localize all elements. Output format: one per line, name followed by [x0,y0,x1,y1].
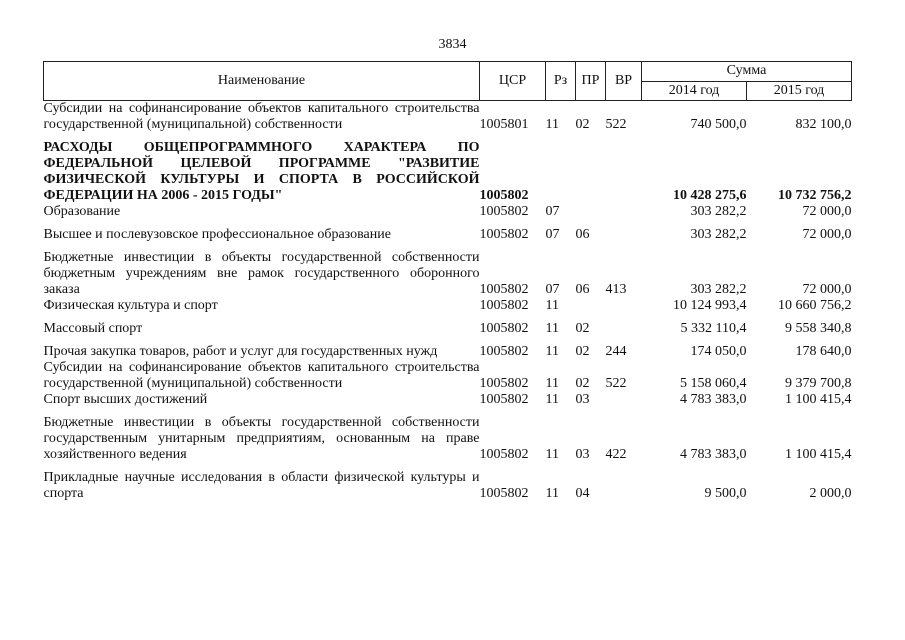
row-csr: 1005802 [479,227,529,242]
row-rz: 11 [545,298,559,313]
table-header [44,62,852,101]
row-pr: 04 [575,486,590,501]
row-csr: 1005802 [479,447,529,462]
row-csr: 1005802 [479,188,529,203]
table-row [44,337,852,360]
row-sum-2015: 9 379 700,8 [785,376,852,391]
table-body [44,101,852,503]
header-year-2015: 2015 год [747,81,852,101]
row-vr: 522 [605,117,627,132]
header-csr: ЦСР [480,62,546,101]
header-name: Наименование [44,62,480,101]
row-sum-2015: 832 100,0 [795,117,852,132]
row-vr: 244 [605,344,627,359]
row-sum-2014: 740 500,0 [690,117,747,132]
row-pr: 02 [575,344,590,359]
row-sum-2014: 4 783 383,0 [680,447,747,462]
row-vr [606,204,642,220]
table-row [44,392,852,408]
row-pr: 06 [575,227,590,242]
row-name: Субсидии на софинансирование объектов капитального строительства государственной (муниципальной) собственности [43,360,480,391]
row-pr [576,204,606,220]
row-sum-2014: 5 332 110,4 [680,321,747,336]
row-pr: 02 [575,321,590,336]
row-sum-2015: 10 660 756,2 [778,298,852,313]
row-csr: 1005802 [479,392,529,407]
row-name: Бюджетные инвестиции в объекты государственной собственности государственным унитарным предприятиям, основанным на праве хозяйственного ведения [43,415,480,462]
header-pr: ПР [576,62,606,101]
row-rz: 11 [545,486,559,501]
row-pr: 02 [575,376,590,391]
row-csr: 1005802 [479,282,529,297]
row-vr [606,392,642,408]
header-sum: Сумма [642,62,852,82]
row-rz [546,133,576,204]
table-row [44,243,852,298]
budget-table [43,61,852,502]
row-rz: 11 [545,117,559,132]
row-vr [606,314,642,337]
row-rz: 07 [545,227,560,242]
row-pr [576,133,606,204]
table-row [44,220,852,243]
row-name: Высшее и послевузовское профессиональное образование [43,227,391,242]
row-sum-2014: 174 050,0 [690,344,747,359]
row-sum-2015: 2 000,0 [809,486,852,501]
row-name: РАСХОДЫ ОБЩЕПРОГРАММНОГО ХАРАКТЕРА ПО ФЕДЕРАЛЬНОЙ ЦЕЛЕВОЙ ПРОГРАММЕ "РАЗВИТИЕ ФИЗИЧЕСКОЙ КУЛЬТУРЫ И СПОРТА В РОССИЙСКОЙ ФЕДЕРАЦИИ НА 2006 - 2015 ГОДЫ" [43,140,480,203]
row-name: Прочая закупка товаров, работ и услуг для государственных нужд [43,344,438,359]
row-sum-2014: 9 500,0 [704,486,747,501]
row-pr: 03 [575,392,590,407]
row-csr: 1005802 [479,376,529,391]
table-row [44,204,852,220]
table-row [44,101,852,134]
page-number: 3834 [438,37,467,52]
header-vr: ВР [606,62,642,101]
row-sum-2015: 9 558 340,8 [785,321,852,336]
row-vr [606,133,642,204]
row-sum-2014: 5 158 060,4 [680,376,747,391]
row-name: Спорт высших достижений [43,392,208,407]
row-name: Субсидии на софинансирование объектов капитального строительства государственной (муниципальной) собственности [43,101,480,132]
row-vr: 522 [605,376,627,391]
header-rz: Рз [546,62,576,101]
row-sum-2015: 1 100 415,4 [785,447,852,462]
row-csr: 1005802 [479,204,529,219]
row-name: Прикладные научные исследования в области физической культуры и спорта [43,470,480,501]
row-rz: 07 [545,204,560,219]
row-name: Образование [43,204,121,219]
row-csr: 1005802 [479,321,529,336]
row-sum-2014: 10 124 993,4 [673,298,747,313]
row-sum-2014: 303 282,2 [690,204,747,219]
table-row [44,298,852,314]
row-sum-2015: 72 000,0 [802,227,852,242]
row-vr: 413 [605,282,627,297]
row-csr: 1005801 [479,117,529,132]
row-pr: 06 [575,282,590,297]
row-sum-2015: 10 732 756,2 [778,188,852,203]
row-name: Массовый спорт [43,321,143,336]
row-rz: 11 [545,447,559,462]
table-row [44,314,852,337]
row-csr: 1005802 [479,344,529,359]
row-vr [606,298,642,314]
row-vr [606,463,642,502]
row-rz: 11 [545,321,559,336]
table-row [44,360,852,392]
row-sum-2014: 303 282,2 [690,227,747,242]
row-csr: 1005802 [479,486,529,501]
row-sum-2015: 1 100 415,4 [785,392,852,407]
row-pr: 03 [575,447,590,462]
row-sum-2015: 72 000,0 [802,204,852,219]
row-rz: 11 [545,392,559,407]
row-csr: 1005802 [479,298,529,313]
table-row [44,408,852,463]
row-pr: 02 [575,117,590,132]
row-sum-2014: 303 282,2 [690,282,747,297]
row-sum-2014: 10 428 275,6 [673,188,747,203]
table-row [44,463,852,502]
row-vr [606,220,642,243]
row-sum-2015: 72 000,0 [802,282,852,297]
row-name: Бюджетные инвестиции в объекты государственной собственности бюджетным учреждениям вне рамок государственного оборонного заказа [43,250,480,297]
header-year-2014: 2014 год [642,81,747,101]
row-sum-2014: 4 783 383,0 [680,392,747,407]
row-name: Физическая культура и спорт [43,298,218,313]
row-rz: 11 [545,344,559,359]
row-rz: 07 [545,282,560,297]
row-rz: 11 [545,376,559,391]
table-row-section [44,133,852,204]
row-sum-2015: 178 640,0 [795,344,852,359]
row-pr [576,298,606,314]
row-vr: 422 [605,447,627,462]
